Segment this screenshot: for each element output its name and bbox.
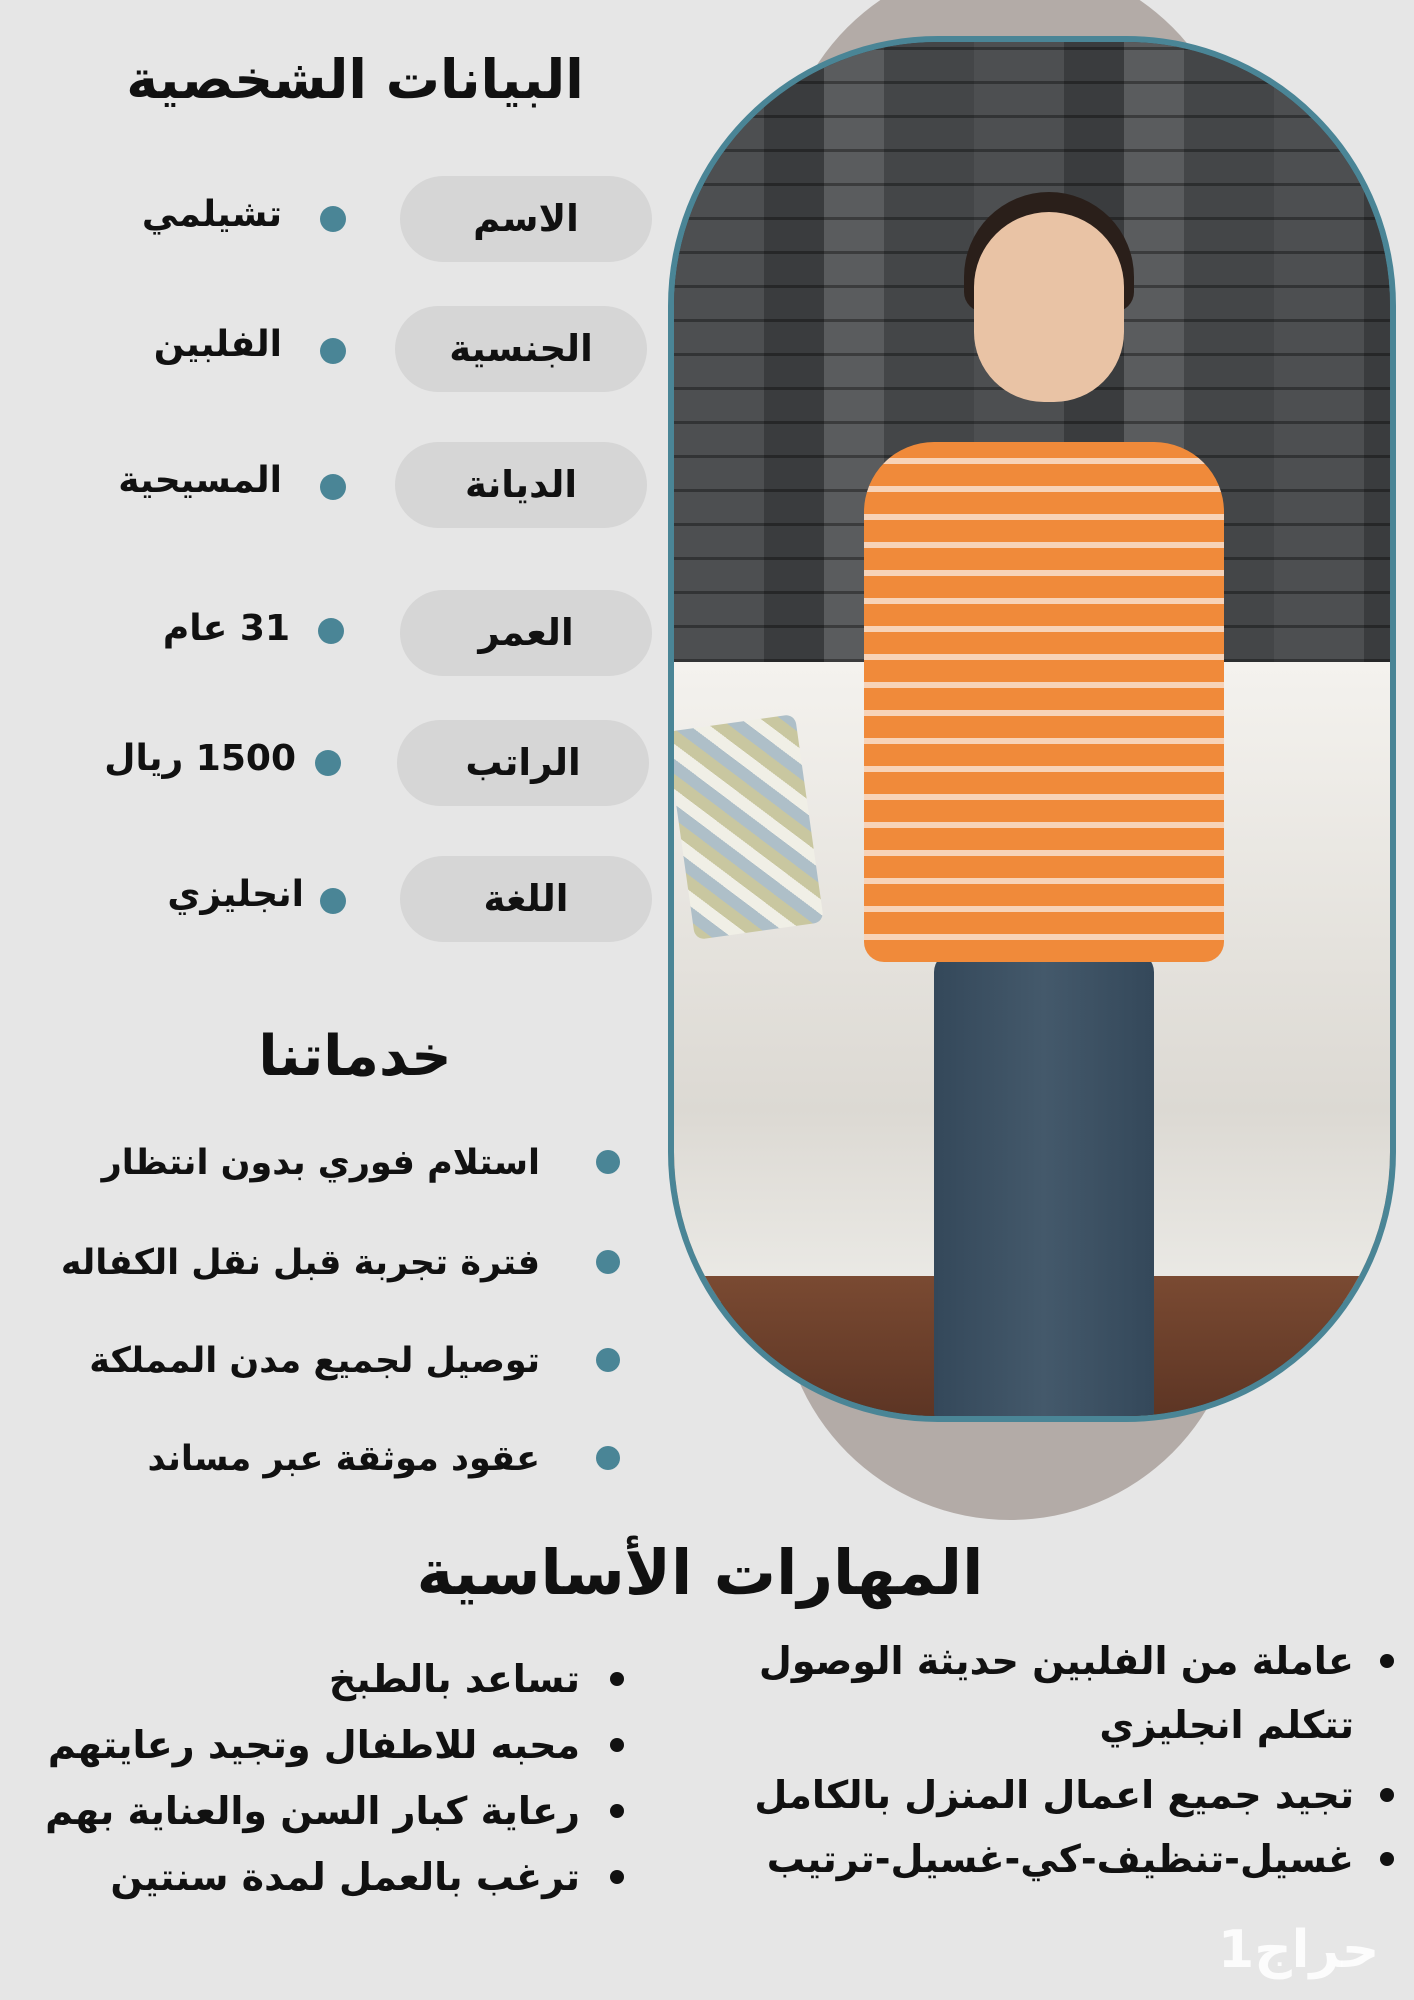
bullet-dot <box>320 474 346 500</box>
service-text: عقود موثقة عبر مساند <box>147 1439 540 1479</box>
info-value: 31 عام <box>162 608 290 649</box>
info-row-salary <box>0 720 660 810</box>
bullet-dot <box>610 1804 624 1818</box>
service-item <box>40 1326 640 1396</box>
bullet-dot <box>1380 1654 1394 1668</box>
profile-photo <box>668 36 1396 1422</box>
info-row-language <box>0 856 660 946</box>
service-text: فترة تجربة قبل نقل الكفاله <box>60 1243 540 1283</box>
info-row-nationality <box>0 306 660 396</box>
info-value: الفلبين <box>153 324 282 365</box>
person-figure <box>824 172 1264 1422</box>
bullet-dot <box>315 750 341 776</box>
bullet-dot <box>596 1250 620 1274</box>
info-row-age <box>0 590 660 680</box>
personal-info-title: البيانات الشخصية <box>126 48 584 111</box>
bullet-dot <box>320 888 346 914</box>
skill-item: تساعد بالطبخ <box>328 1657 580 1701</box>
skill-item: تجيد جميع اعمال المنزل بالكامل <box>754 1773 1354 1817</box>
bullet-dot <box>320 206 346 232</box>
skill-item: محبه للاطفال وتجيد رعايتهم <box>47 1723 580 1767</box>
bullet-dot <box>320 338 346 364</box>
skill-item: ترغب بالعمل لمدة سنتين <box>110 1855 580 1899</box>
services-title: خدماتنا <box>258 1024 452 1089</box>
bullet-dot <box>610 1672 624 1686</box>
service-item <box>40 1128 640 1198</box>
info-label: العمر <box>400 590 652 676</box>
info-row-religion <box>0 442 660 532</box>
skills-title: المهارات الأساسية <box>416 1536 984 1609</box>
service-item <box>40 1228 640 1298</box>
bullet-dot <box>596 1150 620 1174</box>
info-value: تشيلمي <box>141 194 282 235</box>
bullet-dot <box>610 1738 624 1752</box>
bullet-dot <box>610 1870 624 1884</box>
info-label: اللغة <box>400 856 652 942</box>
watermark-logo: حراج1 <box>1218 1920 1380 1980</box>
bullet-dot <box>318 618 344 644</box>
skill-item: تتكلم انجليزي <box>1099 1703 1354 1747</box>
info-label: الراتب <box>397 720 649 806</box>
skill-item: رعاية كبار السن والعناية بهم <box>45 1789 580 1833</box>
service-text: استلام فوري بدون انتظار <box>101 1143 540 1183</box>
info-label: الاسم <box>400 176 652 262</box>
bullet-dot <box>1380 1852 1394 1866</box>
bullet-dot <box>596 1446 620 1470</box>
info-value: 1500 ريال <box>104 738 296 779</box>
skill-item: غسيل-تنظيف-كي-غسيل-ترتيب <box>766 1837 1354 1881</box>
info-row-name <box>0 176 660 266</box>
service-text: توصيل لجميع مدن المملكة <box>89 1341 540 1381</box>
skill-item: عاملة من الفلبين حديثة الوصول <box>758 1639 1354 1683</box>
bullet-dot <box>596 1348 620 1372</box>
info-value: المسيحية <box>118 460 282 501</box>
service-item <box>40 1424 640 1494</box>
info-label: الديانة <box>395 442 647 528</box>
info-label: الجنسية <box>395 306 647 392</box>
info-value: انجليزي <box>167 874 304 915</box>
bullet-dot <box>1380 1788 1394 1802</box>
